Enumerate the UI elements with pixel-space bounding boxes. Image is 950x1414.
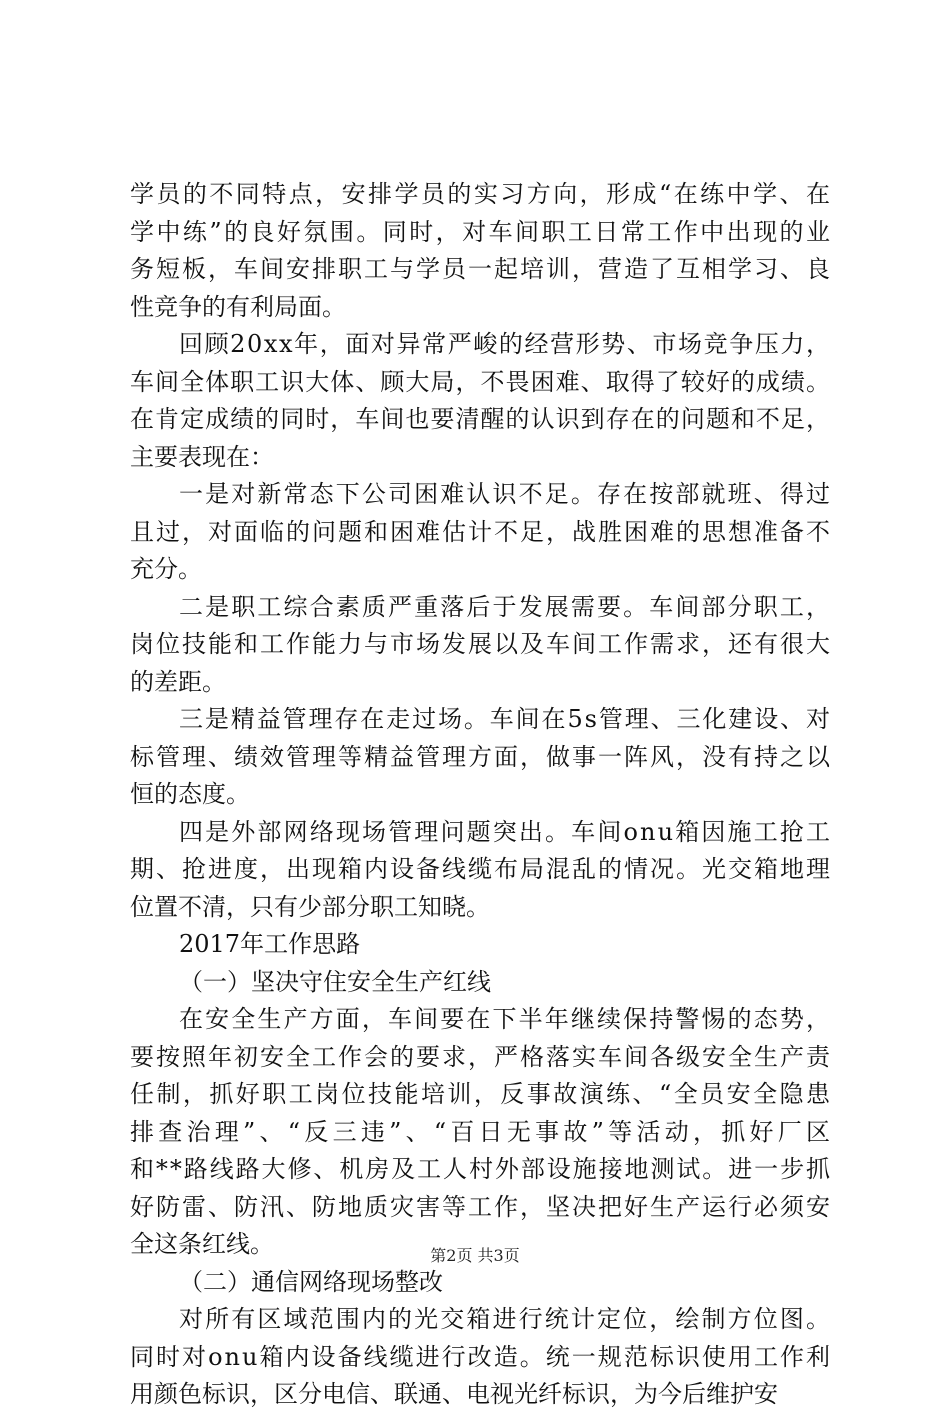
text-line: 岗位技能和工作能力与市场发展以及车间工作需求，还有很大 [130,630,832,658]
text-line: 位置不清，只有少部分职工知晓。 [130,892,490,921]
text-line: 恒的态度。 [130,780,250,808]
text-line: 要按照年初安全工作会的要求，严格落实车间各级安全生产责 [130,1042,832,1071]
text-line: 回顾20xx年，面对异常严峻的经营形势、市场竞争压力， [179,330,832,358]
text-line: 三是精益管理存在走过场。车间在5s管理、三化建设、对 [179,705,832,733]
text-line: 四是外部网络现场管理问题突出。车间onu箱因施工抢工 [179,817,833,846]
text-line: 好防雷、防汛、防地质灾害等工作，坚决把好生产运行必须安 [130,1192,832,1221]
text-line: 的差距。 [130,667,226,696]
text-line: 务短板，车间安排职工与学员一起培训，营造了互相学习、良 [130,255,832,283]
text-line: 一是对新常态下公司困难认识不足。存在按部就班、得过 [179,480,833,508]
text-line: 用颜色标识，区分电信、联通、电视光纤标识，为今后维护安 [130,1380,778,1408]
text-line: 在安全生产方面，车间要在下半年继续保持警惕的态势， [179,1005,833,1033]
text-line: 在肯定成绩的同时，车间也要清醒的认识到存在的问题和不足， [130,405,832,433]
text-line: 学中练”的良好氛围。同时，对车间职工日常工作中出现的业 [130,217,833,246]
text-line: 二是职工综合素质严重落后于发展需要。车间部分职工， [179,592,833,621]
text-line: 排查治理”、“反三违”、“百日无事故”等活动，抓好厂区 [130,1117,835,1146]
text-line: 主要表现在： [130,442,274,471]
document-body [130,176,835,1414]
text-line: 同时对onu箱内设备线缆进行改造。统一规范标识使用工作利 [130,1342,833,1371]
text-line: 全这条红线。 [130,1230,274,1258]
text-line: 标管理、绩效管理等精益管理方面，做事一阵风，没有持之以 [130,742,832,771]
text-line: 且过，对面临的问题和困难估计不足，战胜困难的思想准备不 [130,517,832,546]
page-footer: 第2页 共3页 [430,1246,520,1265]
text-line: 任制，抓好职工岗位技能培训，反事故演练、“全员安全隐患 [130,1080,833,1108]
text-line: （二）通信网络现场整改 [179,1267,443,1296]
text-line: （一）坚决守住安全生产红线 [179,967,491,996]
text-line: 充分。 [130,555,202,583]
text-line: 对所有区域范围内的光交箱进行统计定位，绘制方位图。 [179,1305,833,1333]
text-line: 车间全体职工识大体、顾大局，不畏困难、取得了较好的成绩。 [130,367,832,396]
text-line: 性竞争的有利局面。 [130,292,346,321]
text-line: 和**路线路大修、机房及工人村外部设施接地测试。进一步抓 [130,1155,832,1183]
text-line: 2017年工作思路 [179,930,361,958]
text-line: 期、抢进度，出现箱内设备线缆布局混乱的情况。光交箱地理 [130,855,832,883]
text-line: 学员的不同特点，安排学员的实习方向，形成“在练中学、在 [130,180,833,208]
